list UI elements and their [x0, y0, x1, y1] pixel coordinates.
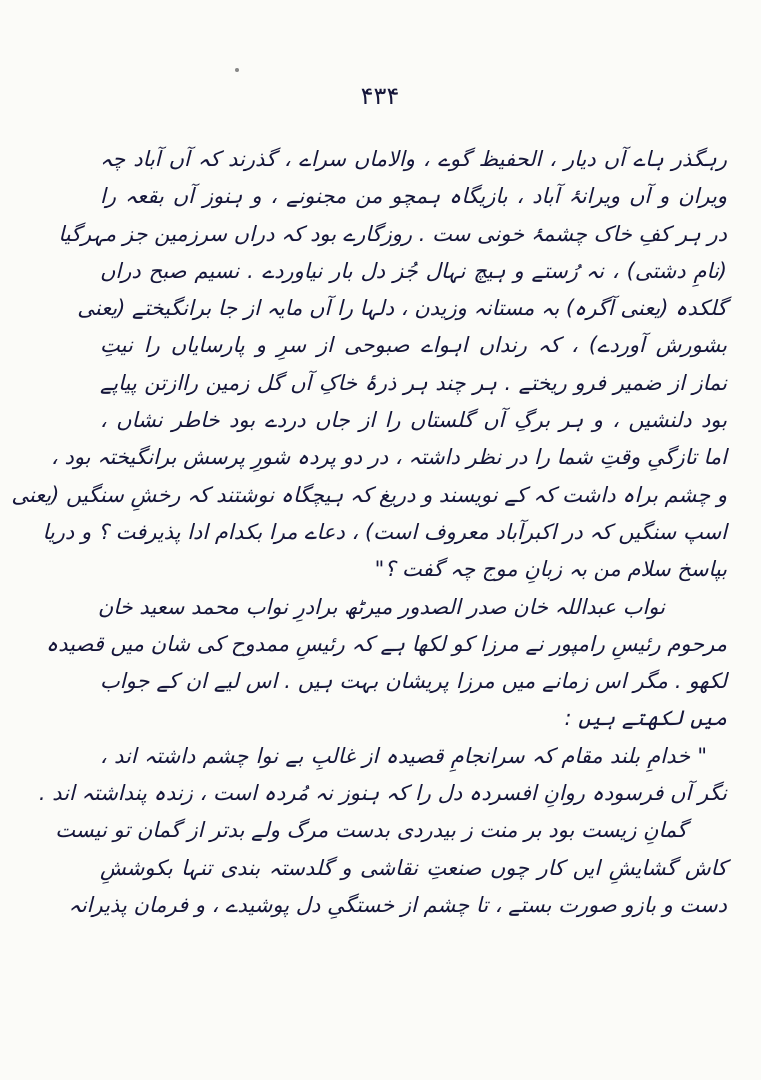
text-line: بشورش آوردے) ، کہ رنداں اہواے صبوحی از سرِ و پارسایاں را نیتِ	[100, 333, 727, 358]
text-line: بود دلنشیں ، و ہر برگِ آں گلستاں را از جاں دردے بود خاطر نشاں ،	[100, 408, 727, 433]
text-line: و چشم براہ داشت کہ کے نویسند و دریغ کہ ہیچگاہ نوشتند کہ رخشِ سنگیں (یعنی	[11, 482, 727, 507]
text-line: کاش گشایشِ ایں کار چوں صنعتِ نقاشی و گلدستہ بندی تنہا بکوششِ	[100, 855, 727, 880]
text-line: رہگذر ہاے آں دیار ، الحفیظ گوے ، والاماں سراے ، گذرند کہ آں آباد چہ	[100, 147, 727, 171]
text-line: دست و بازو صورت بستے ، تا چشم از خستگیِ دل پوشیدے ، و فرمان پذیرانہ	[68, 892, 727, 917]
text-line: در ہر کفِ خاک چشمۂ خونی ست . روزگارے بود کہ دراں سرزمین جز مہرگیا	[58, 221, 727, 246]
scan-speck	[235, 68, 239, 72]
verse-line: گمانِ زیست بود بر منت ز بیدردی بدست مرگ ولے بدتر از گمان تو نیست	[55, 818, 687, 843]
text-line: (نامِ دشتی) ، نہ رُستے و ہیچ نہال جُز دل بار نیاوردے . نسیم صبح دراں	[100, 258, 727, 283]
text-line: گلکدہ (یعنی آگرہ) بہ مستانہ وزیدن ، دلہا را آں مایہ از جا برانگیختے (یعنی	[77, 296, 727, 321]
text-line: نماز از ضمیر فرو ریختے . ہر چند ہر ذرۂ خاکِ آں گل زمین راازتن پیاپے	[100, 370, 727, 395]
quote-start-line: " خدامِ بلند مقام کہ سرانجامِ قصیدہ از غالبِ بے نوا چشم داشتہ اند ،	[100, 743, 707, 768]
paragraph-end-line: میں لکھتے ہیں :	[564, 706, 727, 731]
text-line: ویران و آں ویرانۂ آباد ، بازیگاہ ہمچو من مجنونے ، و ہنوز آں بقعہ را	[100, 184, 727, 209]
text-line: اسپ سنگیں کہ در اکبرآباد معروف است) ، دعاے مرا بکدام ادا پذیرفت ؟ و دریا	[42, 519, 727, 544]
quote-end-line: بپاسخ سلام من بہ زبانِ موج چہ گفت ؟"	[374, 557, 727, 582]
page-number: ۴۳۴	[360, 82, 400, 110]
paragraph-start-line: نواب عبداللہ خان صدر الصدور میرٹھ برادرِ نواب محمد سعید خان	[97, 594, 665, 619]
text-line: اما تازگیِ وقتِ شما را در نظر داشتہ ، در دو پردہ شورِ پرسش برانگیختہ بود ،	[51, 445, 727, 470]
text-line: لکھو . مگر اس زمانے میں مرزا پریشان بہت ہیں . اس لیے ان کے جواب	[100, 669, 727, 694]
body-text	[11, 141, 727, 924]
text-line: نگر آں فرسودہ روانِ افسردہ دل را کہ ہنوز نہ مُردہ است ، زندہ پنداشتہ اند .	[38, 781, 727, 806]
text-line: مرحوم رئیسِ رامپور نے مرزا کو لکھا ہے کہ رئیسِ ممدوح کی شان میں قصیدہ	[45, 631, 727, 656]
